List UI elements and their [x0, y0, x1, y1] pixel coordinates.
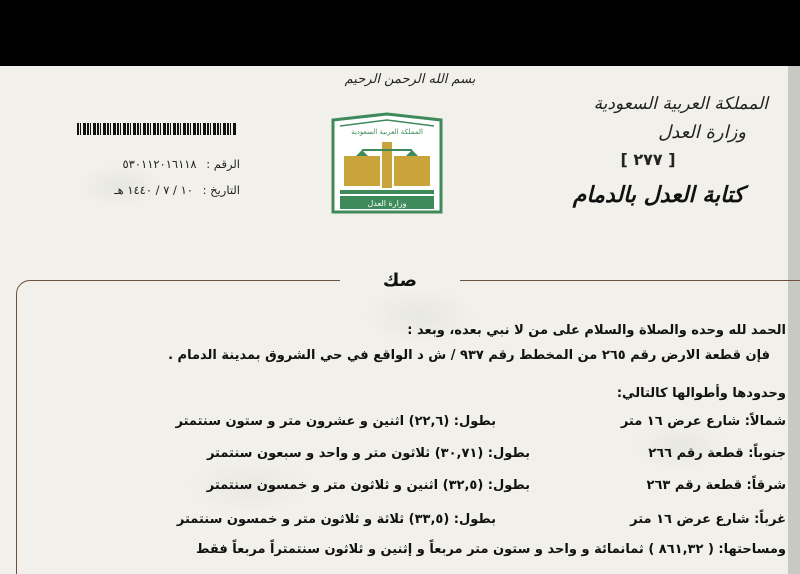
- deed-title: صك: [340, 270, 460, 291]
- boundary-west-direction: غرباً: شارع عرض ١٦ متر: [630, 512, 786, 527]
- basmala: بسم الله الرحمن الرحيم: [344, 72, 476, 87]
- ministry-emblem-icon: [330, 112, 444, 218]
- kingdom-name: المملكة العربية السعودية: [593, 94, 768, 114]
- notary-office: كتابة العدل بالدمام: [572, 182, 744, 208]
- boundary-north-direction: شمالاً: شارع عرض ١٦ متر: [620, 414, 786, 429]
- emblem-bottom-text: وزارة العدل: [367, 199, 407, 208]
- ministry-name: وزارة العدل: [658, 122, 746, 143]
- boundary-east-direction: شرقاً: قطعة رقم ٢٦٣: [646, 478, 786, 493]
- intro-line: الحمد لله وحده والصلاة والسلام على من لا نبي بعده، وبعد :: [407, 323, 786, 338]
- area-line: ومساحتها: ( ٨٦١,٣٢ ) ثمانمائة و واحد و ستون متر مربعاً و إثنين و ثلاثون سنتمتراً مربعاً فقط: [195, 542, 786, 557]
- boundary-east-length: بطول: (٣٢,٥) اثنين و ثلاثون متر و خمسون سنتمتر: [206, 478, 530, 493]
- reference-label: الرقم :: [206, 157, 240, 171]
- reference-value: ٥٣٠١١٢٠١٦١١٨: [122, 157, 197, 171]
- boundary-north-length: بطول: (٢٢,٦) اثنين و عشرون متر و ستون سنتمتر: [175, 414, 496, 429]
- boundary-south-length: بطول: (٣٠,٧١) ثلاثون متر و واحد و سبعون سنتمتر: [206, 446, 530, 461]
- boundary-west-length: بطول: (٣٣,٥) ثلاثة و ثلاثون متر و خمسون سنتمتر: [176, 512, 496, 527]
- deed-page: [0, 66, 800, 574]
- department-number: [ ٢٧٧ ]: [620, 150, 676, 169]
- reference-number: [70, 157, 240, 171]
- boundary-south-direction: جنوباً: قطعة رقم ٢٦٦: [648, 446, 786, 461]
- issue-date: [70, 183, 240, 197]
- barcode: [77, 123, 237, 135]
- boundaries-intro: وحدودها وأطوالها كالتالي:: [616, 386, 786, 401]
- date-label: التاريخ :: [202, 183, 240, 197]
- date-value: ١٠ / ٧ / ١٤٤٠ هـ: [114, 183, 193, 197]
- emblem-top-text: المملكة العربية السعودية: [351, 128, 423, 136]
- parcel-description: فإن قطعة الارض رقم ٢٦٥ من المخطط رقم ٩٣٧ / ش د الواقع في حي الشروق بمدينة الدمام .: [168, 348, 770, 363]
